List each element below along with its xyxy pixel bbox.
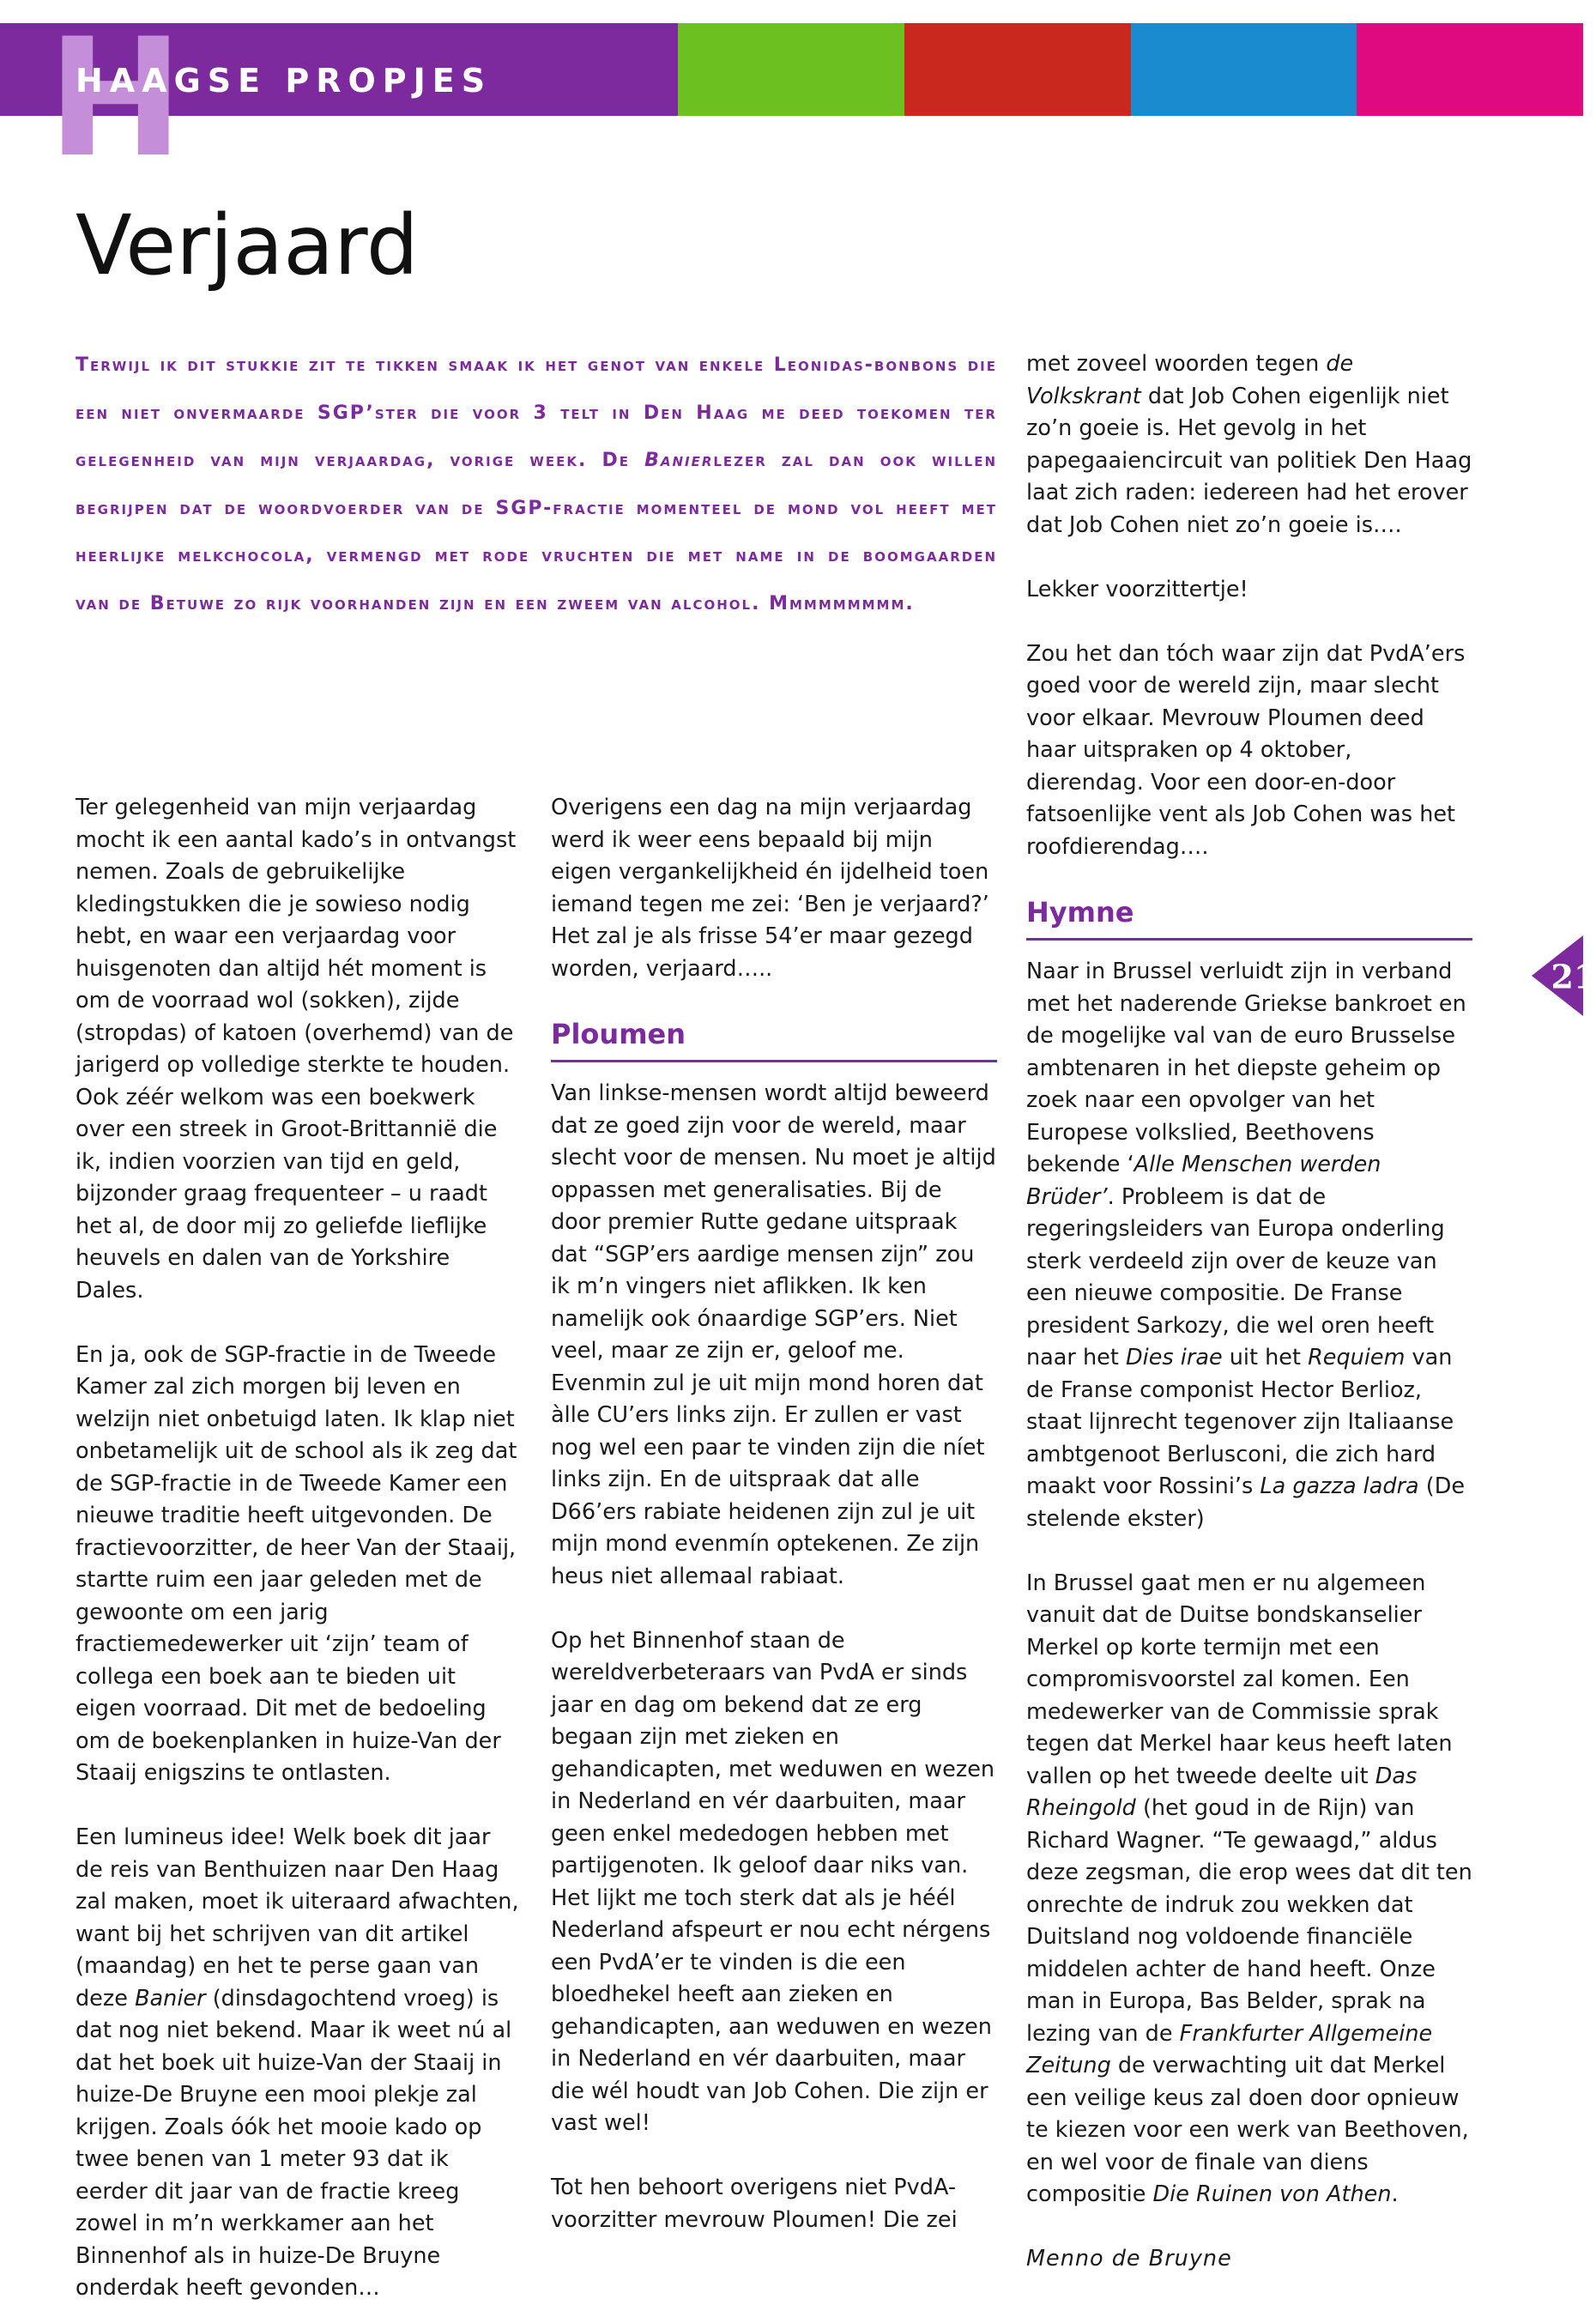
subheading-hymne: Hymne [1026,895,1472,941]
paragraph: Van linkse-mensen wordt altijd beweerd dat ze goed zijn voor de wereld, maar slecht voor de mensen. Nu moet je altijd oppassen met generalisaties. Bij de door premier Rutte gedane uitspraak dat “SGP’ers aardige mensen zijn” zou ik m’n vingers niet aflikken. Ik ken namelijk ook ónaardige SGP’ers. Niet veel, maar ze zijn er, geloof me. Evenmin zul je uit mijn mond horen dat àlle CU’ers links zijn. Er zullen er vast nog wel een paar te vinden zijn die níet links zijn. En de uitspraak dat alle D66’ers rabiate heidenen zijn zul je uit mijn mond evenmín optekenen. Ze zijn heus niet allemaal rabiaat. [551,1080,996,1589]
article-title: Verjaard [76,197,419,293]
page-number: 21 [1551,957,1596,996]
paragraph: Op het Binnenhof staan de wereldverbeteraars van PvdA er sinds jaar en dag om bekend dat ze erg begaan zijn met zieken en gehandicapten, met weduwen en wezen in Nederland en vér daarbuiten, maar geen enkel mededogen hebben met partijgenoten. Ik geloof daar niks van. Het lijkt me toch sterk dat als je héél Nederland afspeurt er nou echt nérgens een PvdA’er te vinden is die een bloedhekel heeft aan zieken en gehandicapten, aan weduwen en wezen in Nederland en vér daarbuiten, maar die wél houdt van Job Cohen. Die zijn er vast wel! [551,1627,995,2136]
paragraph: In Brussel gaat men er nu algemeen vanuit dat de Duitse bondskanselier Merkel op korte termijn met een compromisvoorstel zal komen. Een medewerker van de Commissie sprak tegen dat Merkel haar keus heeft laten vallen op het tweede deelte uit Das Rheingold (het goud in de Rijn) van Richard Wagner. “Te gewaagd,” aldus deze zegsman, die erop wees dat dit ten onrechte de indruk zou wekken dat Duitsland nog voldoende financiële middelen achter de hand heeft. Onze man in Europa, Bas Belder, sprak na lezing van de Frankfurter Allgemeine Zeitung de verwachting uit dat Merkel een veilige keus zal doen door opnieuw te kiezen voor een werk van Beethoven, en wel voor de finale van diens compositie Die Ruinen von Athen. [1026,1570,1472,2207]
paragraph: Een lumineus idee! Welk boek dit jaar de reis van Benthuizen naar Den Haag zal maken, moet ik uiteraard afwachten, want bij het schrijven van dit artikel (maandag) en het te perse gaan van deze Banier (dinsdagochtend vroeg) is dat nog niet bekend. Maar ik weet nú al dat het boek uit huize-Van der Staaij in huize-De Bruyne een mooi plekje zal krijgen. Zoals óók het mooie kado op twee benen van 1 meter 93 dat ik eerder dit jaar van de fractie kreeg zowel in m’n werkkamer aan het Binnenhof als in huize-De Bruyne onderdak heeft gevonden… [76,1824,519,2301]
paragraph: Naar in Brussel verluidt zijn in verband met het naderende Griekse bankroet en de mogelijke val van de euro Brusselse ambtenaren in het diepste geheim op zoek naar een opvolger van het Europese volkslied, Beethovens bekende ‘Alle Menschen werden Brüder’. Probleem is dat de regeringsleiders van Europa onderling sterk verdeeld zijn over de keuze van een nieuwe compositie. De Franse president Sarkozy, die wel oren heeft naar het Dies irae uit het Requiem van de Franse componist Hector Berlioz, staat lijnrecht tegenover zijn Italiaanse ambtgenoot Berlusconi, die zich hard maakt voor Rossini’s La gazza ladra (De stelende ekster) [1026,959,1466,1532]
paragraph: En ja, ook de SGP-fractie in de Tweede Kamer zal zich morgen bij leven en welzijn niet onbetuigd laten. Ik klap niet onbetamelijk uit de school als ik zeg dat de SGP-fractie in de Tweede Kamer een nieuwe traditie heeft uitgevonden. De fractievoorzitter, de heer Van der Staaij, startte ruim een jaar geleden met de gewoonte om een jarig fractiemedewerker uit ‘zijn’ team of collega een boek aan te bieden uit eigen voorraad. Dit met de bedoeling om de boekenplanken in huize-Van der Staaij enigszins te ontlasten. [76,1341,517,1786]
header-segment-red [904,23,1131,116]
paragraph: Tot hen behoort overigens niet PvdA-voorzitter mevrouw Ploumen! Die zei [551,2175,958,2233]
body-column-2 [551,792,997,2236]
body-column-1 [76,792,522,2305]
paragraph: Zou het dan tóch waar zijn dat PvdA’ers goed voor de wereld zijn, maar slecht voor elkaar. Mevrouw Ploumen deed haar uitspraken op 4 oktober, dierendag. Voor een door-en-door fatsoenlijke vent als Job Cohen was het roofdierendag…. [1026,640,1466,860]
header-segment-pink [1357,23,1583,116]
subheading-ploumen: Ploumen [551,1017,997,1062]
body-column-3 [1026,348,1472,2276]
header-segment-green [678,23,904,116]
paragraph: met zoveel woorden tegen de Volkskrant dat Job Cohen eigenlijk niet zo’n goeie is. Het gevolg in het papegaaiencircuit van politiek Den Haag laat zich raden: iedereen had het erover dat Job Cohen niet zo’n goeie is…. [1026,351,1472,538]
paragraph: Overigens een dag na mijn verjaardag werd ik weer eens bepaald bij mijn eigen vergankelijkheid én ijdelheid toen iemand tegen me zei: ‘Ben je verjaard?’ Het zal je als frisse 54’er maar gezegd worden, verjaard….. [551,795,989,982]
header-segment-blue [1131,23,1357,116]
paragraph: Ter gelegenheid van mijn verjaardag mocht ik een aantal kado’s in ontvangst nemen. Zoals de gebruikelijke kledingstukken die je sowieso nodig hebt, en waar een verjaardag voor huisgenoten dan altijd hét moment is om de voorraad wol (sokken), zijde (stropdas) of katoen (overhemd) van de jarigerd op volledige sterkte te houden. Ook zéér welkom was een boekwerk over een streek in Groot-Brittannië die ik, indien voorzien van tijd en geld, bijzonder graag frequenteer – u raadt het al, de door mij zo geliefde lieflijke heuvels en dalen van de Yorkshire Dales. [76,795,517,1304]
section-logo-letter: H [47,3,184,193]
article-intro: Terwijl ik dit stukkie zit te tikken smaak ik het genot van enkele Leonidas-bonbons die een niet onvermaarde SGP’ster die voor 3 telt in Den Haag me deed toekomen ter gelegenheid van mijn verjaardag, vorige week. De Banierlezer zal dan ook willen begrijpen dat de woordvoerder van de SGP-fractie momenteel de mond vol heeft met heerlijke melkchocola, vermengd met rode vruchten die met name in de boomgaarden van de Betuwe zo rijk voorhanden zijn en een zweem van alcohol. Mmmmmmmmm. [76,354,997,614]
section-title: HAAGSE PROPJES [76,62,493,100]
author-signature: Menno de Bruyne [1026,2246,1232,2272]
paragraph: Lekker voorzittertje! [1026,576,1248,602]
